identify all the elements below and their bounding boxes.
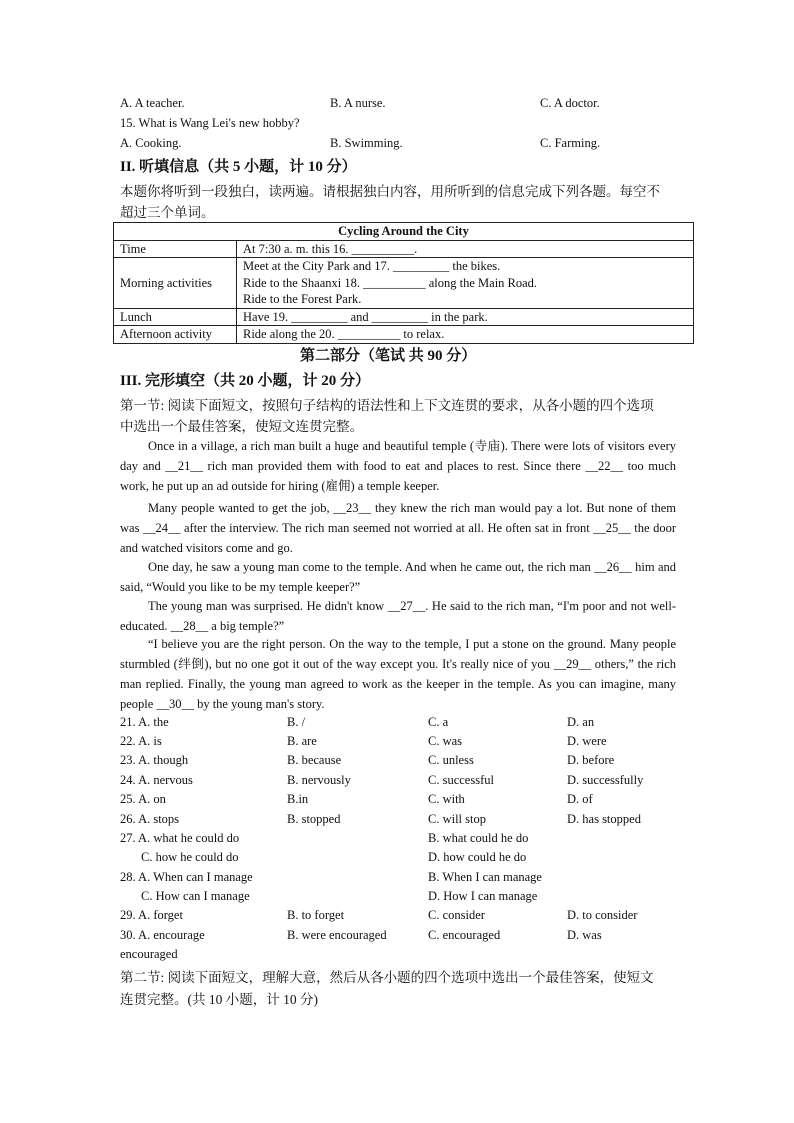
cycling-table: [113, 222, 694, 344]
table-row: [114, 258, 694, 309]
option-26-c: C. will stop: [428, 812, 486, 826]
section2-instruction-1: 本题你将听到一段独白，读两遍。请根据独白内容，用所听到的信息完成下列各题。每空不: [120, 184, 660, 199]
option-26-a: 26. A. stops: [120, 812, 180, 826]
option-22-b: B. are: [287, 734, 317, 748]
section2-instruction-2: 超过三个单词。: [120, 205, 215, 220]
option-23-d: D. before: [567, 753, 615, 767]
passage-paragraph-3: One day, he saw a young man come to the temple. And when he came out, the rich man __26__ him and said, “Would you like to be my temple keeper?”: [120, 560, 676, 594]
q15-option-a: A. Cooking.: [120, 136, 182, 150]
option-25-c: C. with: [428, 792, 465, 806]
row-line: At 7:30 a. m. this 16. __________.: [243, 241, 418, 256]
q15-question: 15. What is Wang Lei's new hobby?: [120, 116, 300, 130]
row-content: [237, 326, 694, 344]
q14-option-b: B. A nurse.: [330, 96, 386, 110]
option-26-d: D. has stopped: [567, 812, 641, 826]
table-row: [114, 240, 694, 258]
section3-instruction-2: 中选出一个最佳答案，使短文连贯完整。: [120, 419, 363, 434]
row-content: [237, 240, 694, 258]
option-28-b: B. When I can manage: [428, 870, 542, 884]
table-title: Cycling Around the City: [114, 223, 694, 241]
option-29-a: 29. A. forget: [120, 908, 183, 922]
option-24-b: B. nervously: [287, 773, 351, 787]
option-22-c: C. was: [428, 734, 463, 748]
option-22-a: 22. A. is: [120, 734, 162, 748]
option-30-b: B. were encouraged: [287, 928, 387, 942]
row-label-afternoon: Afternoon activity: [114, 326, 237, 344]
option-28-a: 28. A. When can I manage: [120, 870, 253, 884]
section3-part2-line-2: 连贯完整。(共 10 小题，计 10 分): [120, 992, 318, 1007]
option-22-d: D. were: [567, 734, 607, 748]
option-24-d: D. successfully: [567, 773, 644, 787]
row-label-lunch: Lunch: [114, 308, 237, 326]
option-24-a: 24. A. nervous: [120, 773, 193, 787]
option-29-d: D. to consider: [567, 908, 638, 922]
option-30-d-cont: encouraged: [120, 947, 178, 961]
section3-instruction-1: 第一节: 阅读下面短文，按照句子结构的语法性和上下文连贯的要求，从各小题的四个选项: [120, 398, 654, 413]
option-27-d: D. how could he do: [428, 850, 527, 864]
option-28-c: C. How can I manage: [141, 889, 250, 903]
q15-option-b: B. Swimming.: [330, 136, 403, 150]
option-25-a: 25. A. on: [120, 792, 166, 806]
row-content: [237, 258, 694, 309]
option-21-d: D. an: [567, 715, 595, 729]
option-30-d: D. was: [567, 928, 602, 942]
option-23-a: 23. A. though: [120, 753, 189, 767]
section2-heading: II. 听填信息（共 5 小题，计 10 分）: [120, 159, 357, 175]
q15-option-c: C. Farming.: [540, 136, 601, 150]
option-27-a: 27. A. what he could do: [120, 831, 240, 845]
option-21-b: B. /: [287, 715, 306, 729]
passage-paragraph-4: The young man was surprised. He didn't know __27__. He said to the rich man, “I'm poor and not well-educated. __28__ a big temple?”: [120, 599, 676, 633]
section3-heading: III. 完形填空（共 20 小题，计 20 分）: [120, 373, 371, 389]
table-row: [114, 326, 694, 344]
option-21-c: C. a: [428, 715, 449, 729]
option-30-c: C. encouraged: [428, 928, 501, 942]
row-line: Meet at the City Park and 17. _________ the bikes.: [243, 259, 501, 273]
row-label-time: Time: [114, 240, 237, 258]
option-25-d: D. of: [567, 792, 593, 806]
option-28-d: D. How I can manage: [428, 889, 538, 903]
q14-option-a: A. A teacher.: [120, 96, 185, 110]
row-line: Ride along the 20. __________ to relax.: [243, 327, 445, 341]
option-29-b: B. to forget: [287, 908, 345, 922]
row-line: Ride to the Forest Park.: [243, 292, 362, 306]
passage-paragraph-2: Many people wanted to get the job, __23__ they knew the rich man would pay a lot. But none of them was __24__ after the interview. The rich man seemed not worried at all. He often sat in front __25__ the door and watched visitors come and go.: [120, 501, 676, 555]
option-25-b: B.in: [287, 792, 309, 806]
passage-paragraph-5: “I believe you are the right person. On the way to the temple, I put a stone on the ground. Many people sturmbled (绊倒), but no one got it out of the way except you. It's really nice of you __29__ others,” the rich man replied. Finally, the young man agreed to work as the keeper in the temple. As you can imagine, many people __30__ by the young man's story.: [120, 637, 676, 711]
option-27-b: B. what could he do: [428, 831, 529, 845]
passage-paragraph-1: Once in a village, a rich man built a huge and beautiful temple (寺庙). There were lots of visitors every day and __21__ rich man provided them with food to eat and places to rest. Since there __22__ too much work, he put up an ad outside for hiring (雇佣) a temple keeper.: [120, 439, 676, 493]
option-26-b: B. stopped: [287, 812, 341, 826]
option-23-c: C. unless: [428, 753, 474, 767]
option-27-c: C. how he could do: [141, 850, 239, 864]
q14-option-c: C. A doctor.: [540, 96, 600, 110]
option-30-a: 30. A. encourage: [120, 928, 205, 942]
option-24-c: C. successful: [428, 773, 494, 787]
part2-heading: 第二部分（笔试 共 90 分）: [300, 348, 477, 364]
row-label-morning: Morning activities: [114, 258, 237, 309]
section3-part2-line-1: 第二节: 阅读下面短文，理解大意，然后从各小题的四个选项中选出一个最佳答案，使短文: [120, 970, 654, 985]
option-29-c: C. consider: [428, 908, 485, 922]
table-row: [114, 308, 694, 326]
row-content: [237, 308, 694, 326]
row-line: Have 19. _________ and _________ in the park.: [243, 309, 488, 324]
option-21-a: 21. A. the: [120, 715, 169, 729]
option-23-b: B. because: [287, 753, 342, 767]
row-line: Ride to the Shaanxi 18. __________ along the Main Road.: [243, 275, 538, 290]
